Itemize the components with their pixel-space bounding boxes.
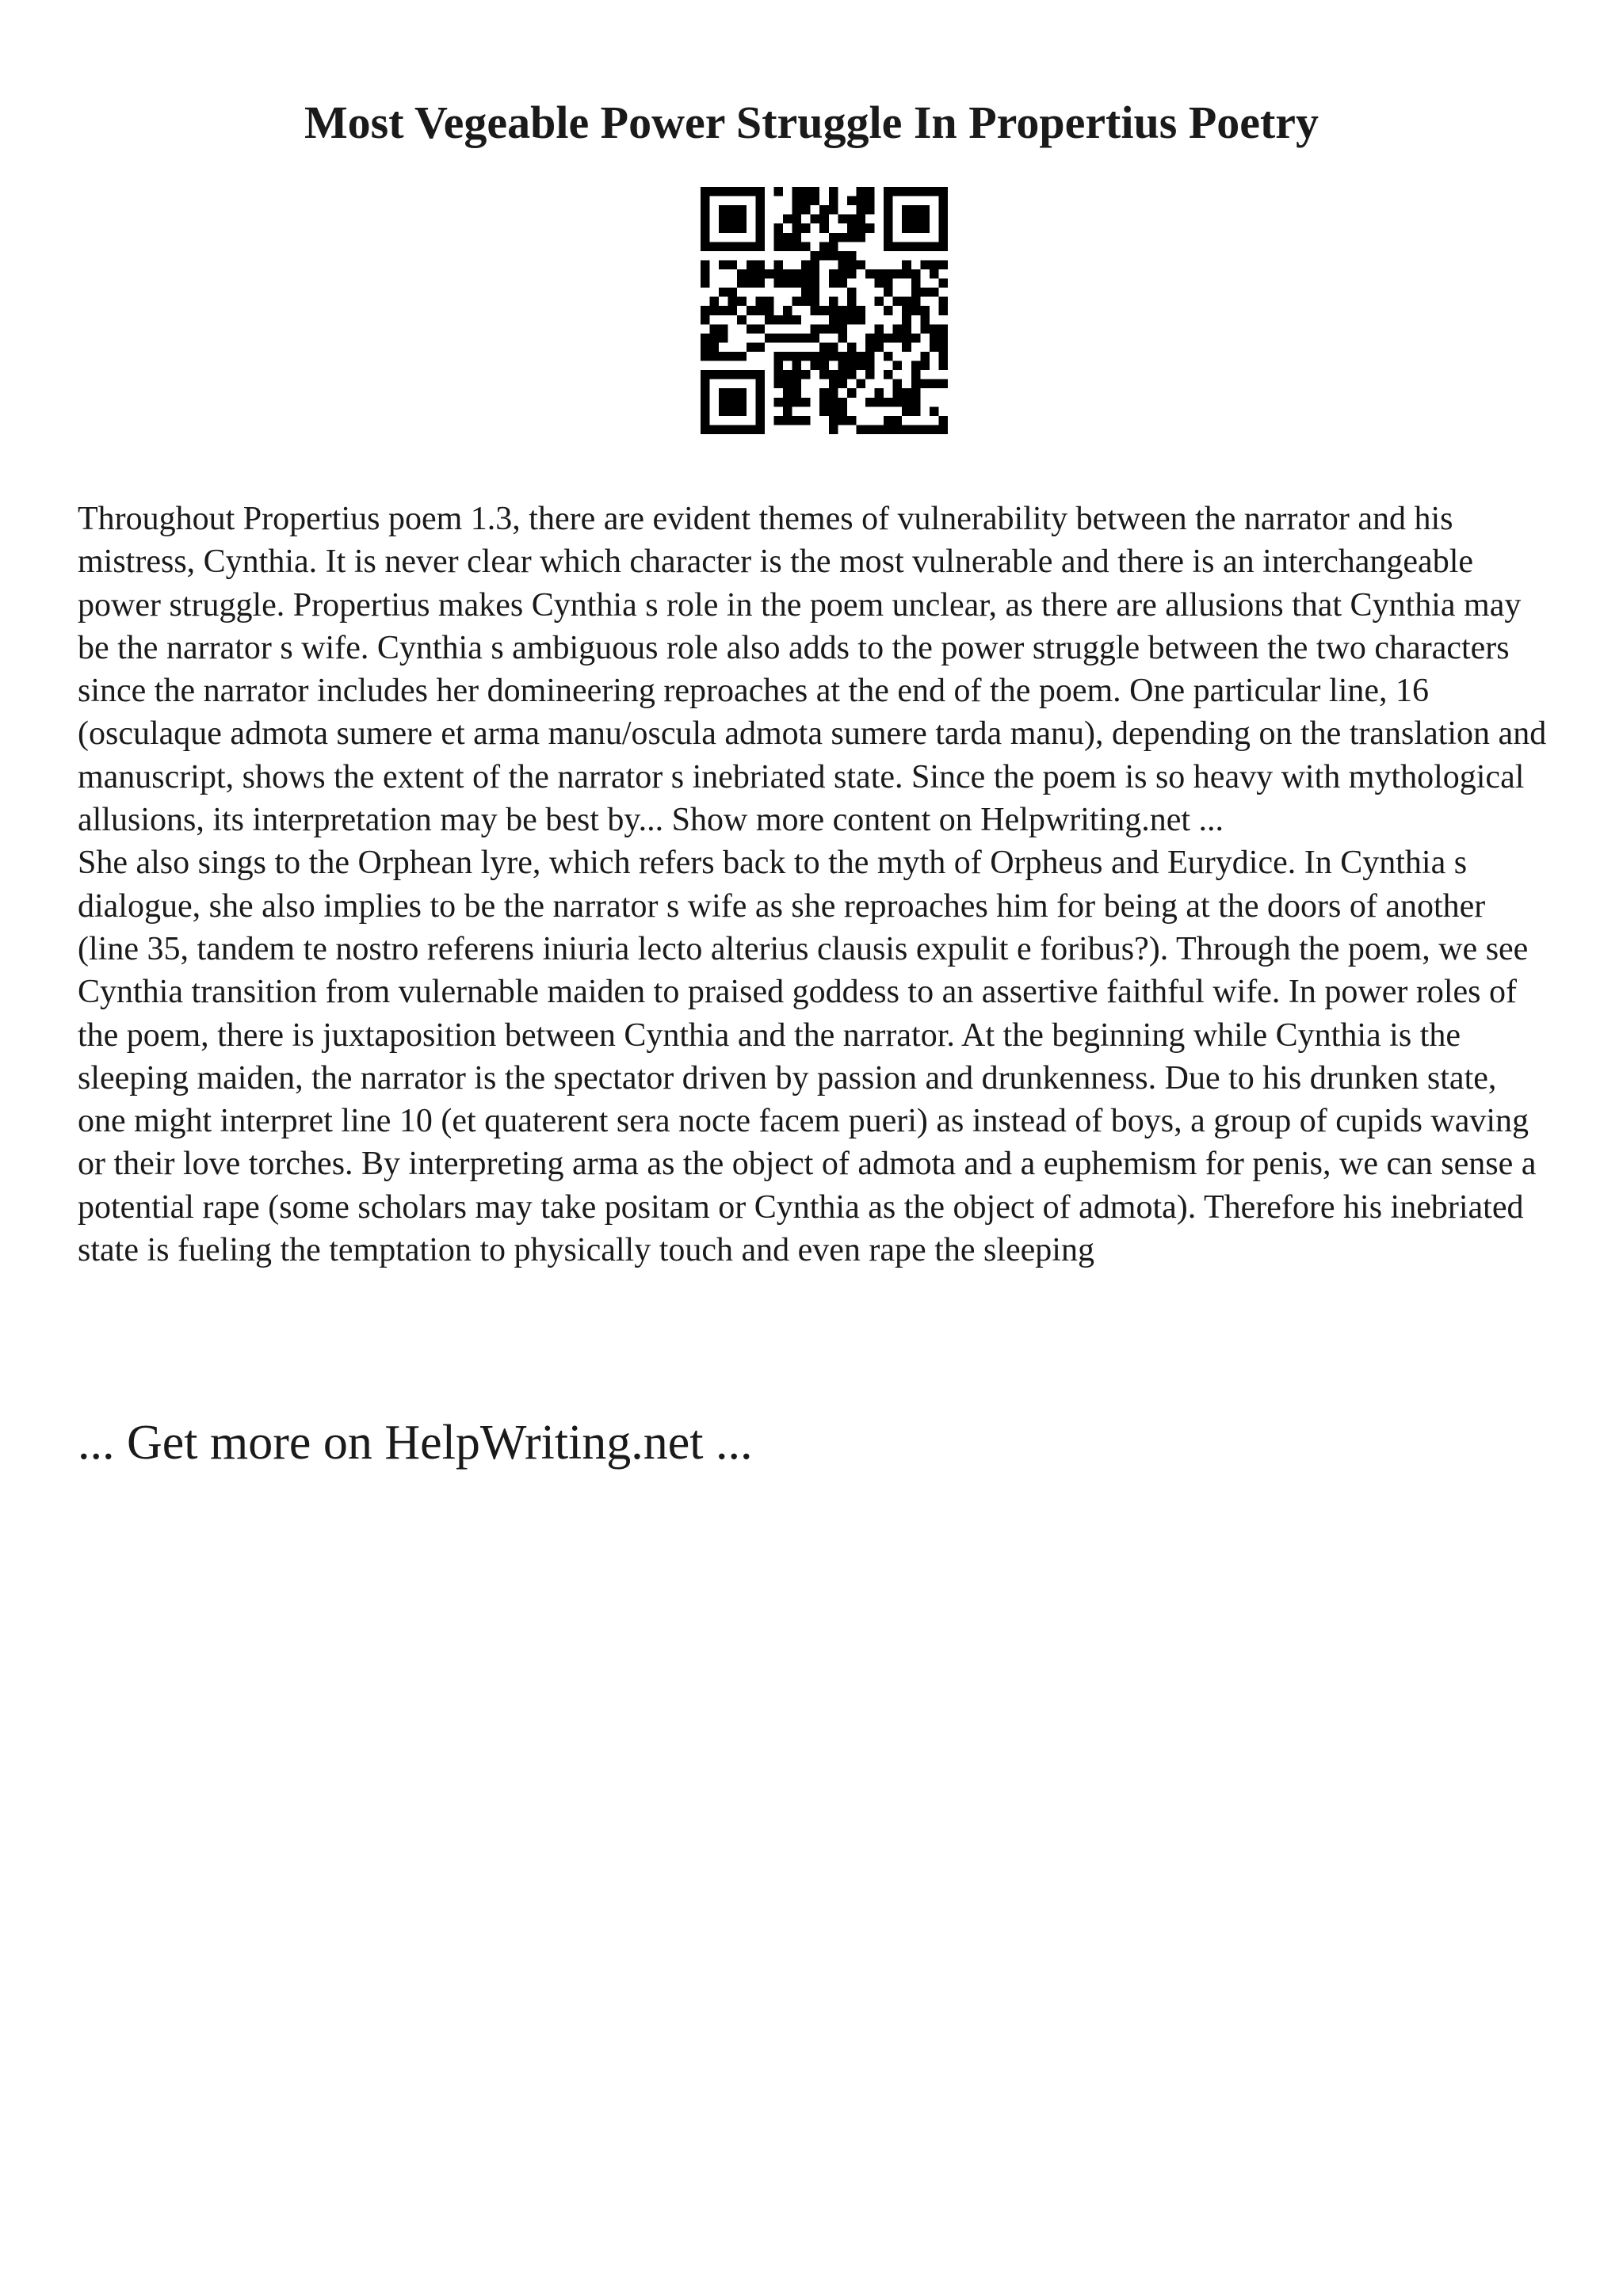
paragraph: Throughout Propertius poem 1.3, there are evident themes of vulnerability between the narrator and his mistress, Cynthia. It is never clear which character is the most vulnerable and there is an interchangeable power struggle. Propertius makes Cynthia s role in the poem unclear, as there are allusions that Cynthia may be the narrator s wife. Cynthia s ambiguous role also adds to the power struggle between the two characters since the narrator includes her domineering reproaches at the end of the poem. One particular line, 16 (osculaque admota sumere et arma manu/oscula admota sumere tarda manu), depending on the translation and manuscript, shows the extent of the narrator s inebriated state. Since the poem is so heavy with mythological allusions, its interpretation may be best by... Show more content on Helpwriting.net ... xyxy=(78,501,1547,839)
paragraph: She also sings to the Orphean lyre, which refers back to the myth of Orpheus and Eurydice. In Cynthia s dialogue, she also implies to be the narrator s wife as she reproaches him for being at the doors of another (line 35, tandem te nostro referens iniuria lecto alterius clausis expulit e foribus?). Through the poem, we see Cynthia transition from vulernable maiden to praised goddess to an assertive faithful wife. In power roles of the poem, there is juxtaposition between Cynthia and the narrator. At the beginning while Cynthia is the sleeping maiden, the narrator is the spectator driven by passion and drunkenness. Due to his drunken state, one might interpret line 10 (et quaterent sera nocte facem pueri) as instead of boys, a group of cupids waving or their love torches. By interpreting arma as the object of admota and a euphemism for penis, we can sense a potential rape (some scholars may take positam or Cynthia as the object of admota). Therefore his inebriated state is fueling the temptation to physically touch and even rape the sleeping xyxy=(78,845,1537,1269)
page-title: Most Vegeable Power Struggle In Propertius Poetry xyxy=(304,97,1319,148)
get-more-link[interactable]: ... Get more on HelpWriting.net ... xyxy=(78,1416,753,1470)
qr-code-icon xyxy=(701,187,948,434)
article-body xyxy=(78,498,1550,1272)
